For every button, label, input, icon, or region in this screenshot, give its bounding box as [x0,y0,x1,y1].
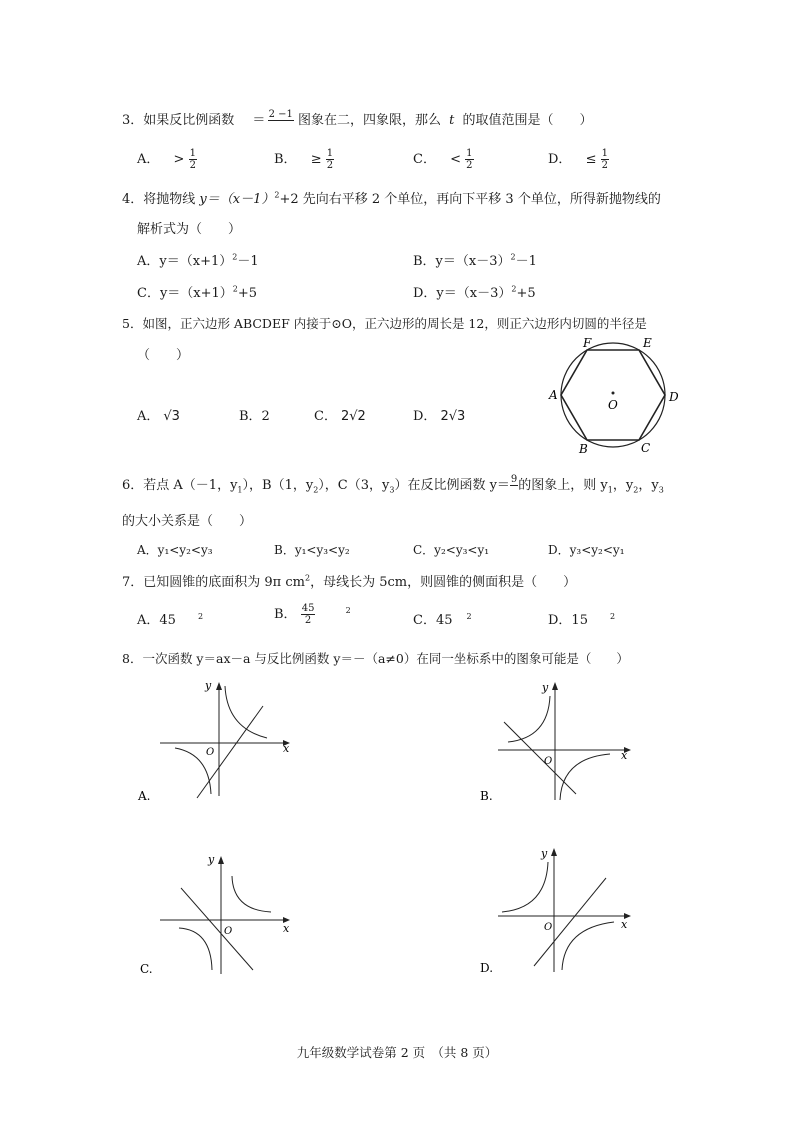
center-point [612,392,615,395]
svg-text:y: y [205,679,212,692]
label-d: D [669,390,679,404]
q4-option-b: B．$y=(x-3)^2-1$ [413,252,537,269]
q7-stem: 7．已知圆锥的底面积为 9π $cm^2$，母线长为 5cm，则圆锥的侧面积是（ ） [122,573,577,590]
svg-text:O: O [224,926,233,937]
q5-stem: 5．如图，正六边形 ABCDEF 内接于⊙O，正六边形的周长是 12，则正六边形内切圆的半径是 [122,316,647,331]
q3-stem-a: 3．如果反比例函数 [122,113,235,128]
label-b: B. [480,789,493,803]
q7-option-d: D．15 $^2$ [548,611,616,628]
q3-stem-c: 的取值范围是（ ） [462,113,593,128]
q5-option-c: C． 2√2 [314,409,366,424]
label-d: D. [480,961,494,972]
q3-option-a: A． > $\frac{1}{2}$ [137,148,196,171]
q8-graph-b [478,676,638,806]
svg-text:O: O [544,756,553,767]
label-o: O [608,398,618,412]
label-e: E [643,336,652,350]
q4-option-c: C．$y=(x+1)^2+5$ [137,284,258,301]
q5-option-b: B．2 [239,409,270,424]
label-f: F [583,336,592,350]
q6-option-a: A．y₁<y₂<y₃ [137,543,213,557]
q6-option-c: C．y₂<y₃<y₁ [413,543,490,557]
q7-option-a: A．45 $^2$ [137,611,204,628]
q3-fraction: ＝ [252,112,266,128]
q5-paren: （ ） [137,348,190,363]
q6-option-d: D．y₃<y₂<y₁ [548,543,625,557]
q3-option-b: B． ≥ $\frac{1}{2}$ [274,148,334,171]
page-footer: 九年级数学试卷第 2 页 （共 8 页） [296,1045,498,1060]
svg-text:x: x [283,742,290,755]
svg-text:x: x [283,922,290,935]
q7-option-b: B． $\frac{45}{2}$ $^2$ [274,603,351,626]
label-a: A. [138,789,151,803]
q3-option-d: D． ≤ $\frac{1}{2}$ [548,148,608,171]
label-b: B [579,442,588,456]
svg-text:y: y [208,853,215,866]
q5-hexagon-figure [545,332,685,456]
svg-text:x: x [621,918,628,931]
q7-option-c: C．45 $^2$ [413,611,472,628]
label-a: A [549,388,558,402]
q6-stem: 6．若点 A（－1，$y_1$），B（1，$y_2$），C（3，$y_3$）在反比例函数 y＝ 9 的图象上，则 $y_1$，$y_2$，$y_3$ [122,474,664,495]
q5-option-d: D． 2√3 [413,409,466,424]
svg-text:O: O [206,747,215,758]
q8-graph-c [135,848,295,978]
svg-text:y: y [542,681,549,694]
q4-stem: 4．将抛物线 $y=(x-1)^2+2$ 先向右平移 2 个单位，再向下平移 3 个单位，所得新抛物线的 [122,190,661,207]
svg-text:O: O [544,922,553,933]
q6-option-b: B．y₁<y₃<y₂ [274,543,350,557]
q5-option-a: A． √3 [137,409,180,424]
q3-option-c: C． < $\frac{1}{2}$ [413,148,473,171]
q8-graph-a [135,676,295,806]
q4-stem-line2: 解析式为（ ） [137,222,242,237]
q3-fraction-num: 2 −1 [268,109,293,120]
q3-stem [122,109,593,132]
q3-var-t: t [449,113,455,128]
label-c: C. [140,962,153,976]
svg-text:x: x [621,749,628,762]
label-c: C [641,441,651,455]
q4-option-d: D．$y=(x-3)^2+5$ [413,284,536,301]
q6-stem-line2: 的大小关系是（ ） [122,514,253,529]
svg-text:y: y [541,847,548,860]
circle-o [561,343,665,447]
q4-option-a: A．$y=(x+1)^2-1$ [137,252,259,269]
q8-graph-d [478,842,638,972]
q3-stem-b: 图象在二，四象限，那么 [298,113,442,128]
q8-stem: 8．一次函数 y＝ax－a 与反比例函数 y＝－（a≠0）在同一坐标系中的图象可能是（ ） [122,651,629,666]
hexagon-abcdef [561,350,665,440]
